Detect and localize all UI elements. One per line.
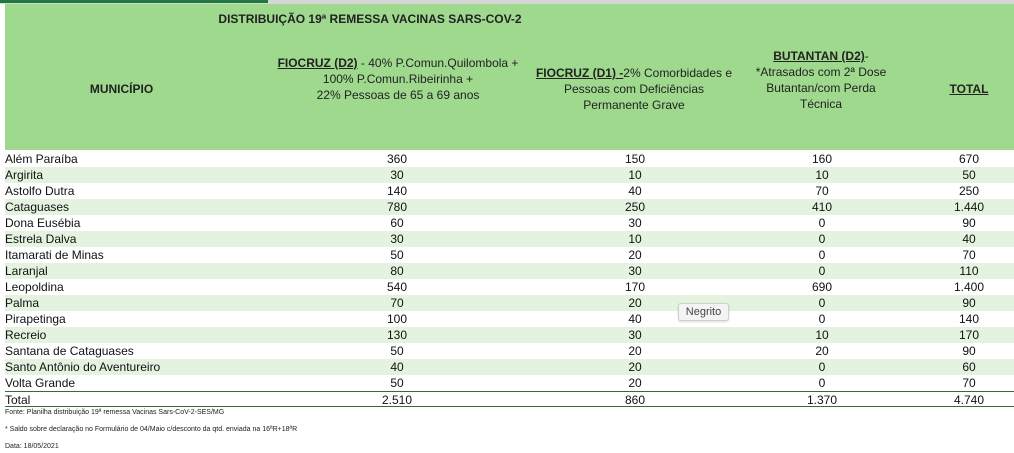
cell-name[interactable]: Cataguases xyxy=(5,200,70,214)
table-body xyxy=(5,151,1014,407)
table-header xyxy=(5,4,1014,150)
cell-but[interactable]: 690 xyxy=(811,280,833,294)
cell-name[interactable]: Dona Eusébia xyxy=(5,216,81,230)
active-sheet-indicator[interactable] xyxy=(0,0,268,3)
butantan-d2-line3: Técnica xyxy=(799,97,843,111)
butantan-d2-dash: - xyxy=(864,49,869,63)
table-row[interactable] xyxy=(5,199,1014,215)
cell-total[interactable]: 90 xyxy=(962,344,976,358)
cell-fd1[interactable]: 250 xyxy=(624,200,646,214)
cell-fd2[interactable]: 140 xyxy=(386,184,408,198)
footnote-fonte[interactable]: Fonte: Planilha distribuição 19ª remessa Vacinas Sars-CoV-2-SES/MG xyxy=(5,409,225,416)
cell-total[interactable]: 110 xyxy=(959,264,979,278)
cell-total[interactable]: 90 xyxy=(962,216,976,230)
butantan-d2-title: BUTANTAN (D2) xyxy=(773,49,865,63)
table-row[interactable] xyxy=(5,327,1014,343)
footnote-saldo[interactable]: * Saldo sobre declaração no Formulário de 04/Maio c/desconto da qtd. enviada na 16ªR+18ªR xyxy=(5,426,298,433)
cell-name[interactable]: Astolfo Dutra xyxy=(5,184,75,198)
cell-but[interactable]: 70 xyxy=(815,184,829,198)
cell-fd2[interactable]: 100 xyxy=(386,312,408,326)
fiocruz-d1-line2: Pessoas com Deficiências xyxy=(563,82,705,96)
cell-fd2[interactable]: 60 xyxy=(390,216,404,230)
cell-name[interactable]: Além Paraíba xyxy=(5,152,78,166)
cell-name[interactable]: Itamarati de Minas xyxy=(5,248,104,262)
total-row[interactable] xyxy=(5,391,1014,407)
footnote-data[interactable]: Data: 18/05/2021 xyxy=(5,443,59,450)
cell-name[interactable]: Recreio xyxy=(5,328,47,342)
table-row[interactable] xyxy=(5,183,1014,199)
cell-total[interactable]: 1.440 xyxy=(953,200,985,214)
cell-fd2[interactable]: 70 xyxy=(390,296,404,310)
butantan-d2-line2: Butantan/com Perda xyxy=(766,81,876,95)
cell-name[interactable]: Argirita xyxy=(5,168,44,182)
cell-fd1[interactable]: 150 xyxy=(624,152,646,166)
total-cell-fd2[interactable]: 2.510 xyxy=(381,393,413,407)
total-cell-fd1[interactable]: 860 xyxy=(624,393,646,407)
cell-total[interactable]: 40 xyxy=(962,232,976,246)
cell-total[interactable]: 140 xyxy=(958,312,980,326)
cell-total[interactable]: 670 xyxy=(958,152,980,166)
total-cell-name[interactable]: Total xyxy=(5,393,31,407)
cell-but[interactable]: 20 xyxy=(815,344,829,358)
cell-but[interactable]: 0 xyxy=(818,296,826,310)
cell-total[interactable]: 50 xyxy=(962,168,976,182)
cell-fd1[interactable]: 30 xyxy=(628,264,642,278)
table-row[interactable] xyxy=(5,311,1014,327)
cell-fd2[interactable]: 80 xyxy=(390,264,404,278)
cell-but[interactable]: 0 xyxy=(818,360,826,374)
total-cell-but[interactable]: 1.370 xyxy=(806,393,838,407)
fiocruz-d2-line3: 22% Pessoas de 65 a 69 anos xyxy=(316,88,480,102)
table-row[interactable] xyxy=(5,343,1014,359)
cell-but[interactable]: 0 xyxy=(818,264,826,278)
cell-total[interactable]: 1.400 xyxy=(953,280,985,294)
fiocruz-d1-line1: 2% Comorbidades e xyxy=(623,66,733,80)
table-row[interactable] xyxy=(5,279,1014,295)
table-row[interactable] xyxy=(5,167,1014,183)
cell-fd1[interactable]: 10 xyxy=(628,232,642,246)
table-row[interactable] xyxy=(5,215,1014,231)
cell-name[interactable]: Laranjal xyxy=(5,264,48,278)
table-row[interactable] xyxy=(5,263,1014,279)
cell-fd2[interactable]: 40 xyxy=(390,360,404,374)
table-row[interactable] xyxy=(5,295,1014,311)
header-municipio[interactable]: MUNICÍPIO xyxy=(89,82,154,96)
cell-total[interactable]: 60 xyxy=(962,360,976,374)
cell-fd1[interactable]: 40 xyxy=(628,312,642,326)
cell-fd1[interactable]: 20 xyxy=(628,360,642,374)
cell-fd1[interactable]: 10 xyxy=(628,168,642,182)
cell-but[interactable]: 0 xyxy=(818,216,826,230)
cell-but[interactable]: 0 xyxy=(818,232,826,246)
cell-name[interactable]: Santo Antônio do Aventureiro xyxy=(5,360,161,374)
table-title: DISTRIBUIÇÃO 19ª REMESSA VACINAS SARS-COV-2 xyxy=(218,12,522,26)
cell-total[interactable]: 90 xyxy=(962,296,976,310)
cell-fd2[interactable]: 360 xyxy=(386,152,408,166)
header-fiocruz-d2[interactable] xyxy=(267,55,529,103)
cell-but[interactable]: 0 xyxy=(818,376,826,390)
cell-name[interactable]: Santana de Cataguases xyxy=(5,344,134,358)
table-row[interactable] xyxy=(5,247,1014,263)
header-butantan-d2[interactable] xyxy=(741,48,901,112)
cell-fd1[interactable]: 20 xyxy=(628,296,642,310)
table-row[interactable] xyxy=(5,231,1014,247)
fiocruz-d2-line1: - 40% P.Comun.Quilombola + xyxy=(357,56,519,70)
header-fiocruz-d1[interactable] xyxy=(533,65,735,113)
cell-fd1[interactable]: 20 xyxy=(628,376,642,390)
cell-fd1[interactable]: 40 xyxy=(628,184,642,198)
fiocruz-d1-line3: Permanente Grave xyxy=(583,98,685,112)
tooltip-negrito: Negrito xyxy=(678,303,729,321)
cell-but[interactable]: 0 xyxy=(818,248,826,262)
cell-fd2[interactable]: 130 xyxy=(386,328,408,342)
cell-fd2[interactable]: 50 xyxy=(390,248,404,262)
fiocruz-d1-title: FIOCRUZ (D1) - xyxy=(535,66,624,80)
cell-fd2[interactable]: 30 xyxy=(390,168,404,182)
cell-name[interactable]: Volta Grande xyxy=(5,376,76,390)
cell-fd1[interactable]: 30 xyxy=(628,328,642,342)
fiocruz-d2-title: FIOCRUZ (D2) xyxy=(277,56,358,70)
cell-total[interactable]: 170 xyxy=(958,328,980,342)
cell-fd1[interactable]: 20 xyxy=(628,344,642,358)
cell-but[interactable]: 160 xyxy=(811,152,833,166)
cell-fd2[interactable]: 50 xyxy=(390,376,404,390)
cell-fd2[interactable]: 50 xyxy=(390,344,404,358)
cell-name[interactable]: Leopoldina xyxy=(5,280,64,294)
cell-total[interactable]: 250 xyxy=(958,184,980,198)
cell-but[interactable]: 410 xyxy=(811,200,833,214)
cell-name[interactable]: Palma xyxy=(5,296,40,310)
fiocruz-d2-line2: 100% P.Comun.Ribeirinha + xyxy=(322,72,474,86)
cell-fd2[interactable]: 780 xyxy=(386,200,408,214)
total-cell-total[interactable]: 4.740 xyxy=(953,393,985,407)
table-row[interactable] xyxy=(5,359,1014,375)
cell-but[interactable]: 10 xyxy=(815,328,829,342)
header-total[interactable]: TOTAL xyxy=(949,82,989,96)
cell-fd1[interactable]: 20 xyxy=(628,248,642,262)
butantan-d2-line1: *Atrasados com 2ª Dose xyxy=(755,65,887,79)
cell-but[interactable]: 10 xyxy=(815,168,829,182)
table-row[interactable] xyxy=(5,151,1014,167)
cell-fd2[interactable]: 540 xyxy=(386,280,408,294)
cell-but[interactable]: 0 xyxy=(818,312,826,326)
cell-total[interactable]: 70 xyxy=(962,376,976,390)
cell-total[interactable]: 70 xyxy=(962,248,976,262)
cell-name[interactable]: Estrela Dalva xyxy=(5,232,77,246)
cell-fd1[interactable]: 170 xyxy=(624,280,646,294)
table-row[interactable] xyxy=(5,375,1014,391)
cell-fd2[interactable]: 30 xyxy=(390,232,404,246)
cell-fd1[interactable]: 30 xyxy=(628,216,642,230)
cell-name[interactable]: Pirapetinga xyxy=(5,312,66,326)
